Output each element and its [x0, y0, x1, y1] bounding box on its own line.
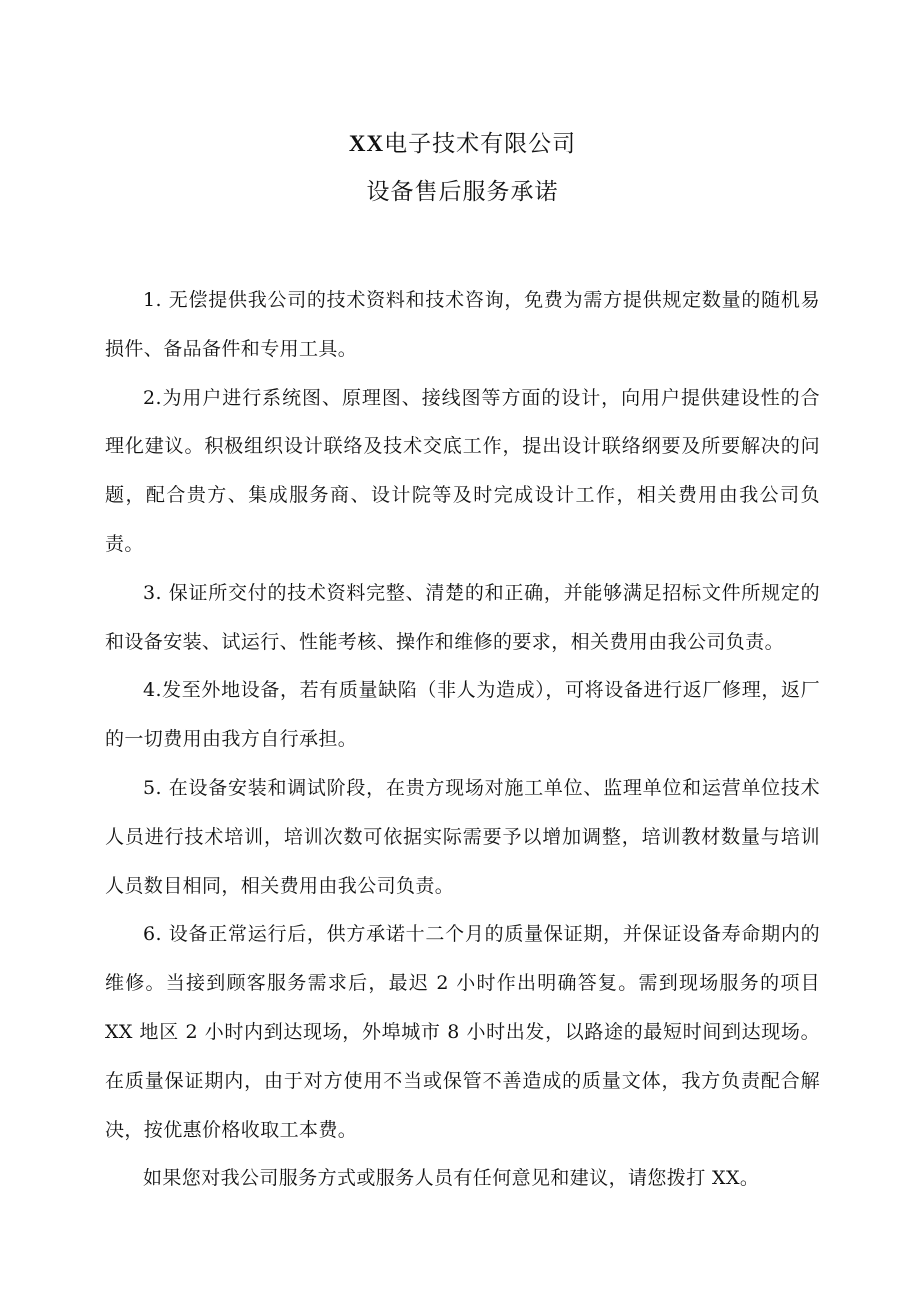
- document-body: [105, 276, 820, 1203]
- company-title: [105, 120, 820, 168]
- paragraph-1: 1. 无偿提供我公司的技术资料和技术咨询，免费为需方提供规定数量的随机易损件、备品备件和专用工具。: [105, 289, 820, 360]
- title-block: [105, 120, 820, 216]
- paragraph-2: 2.为用户进行系统图、原理图、接线图等方面的设计，向用户提供建设性的合理化建议。积极组织设计联络及技术交底工作，提出设计联络纲要及所要解决的问题，配合贵方、集成服务商、设计院等及时完成设计工作，相关费用由我公司负责。: [105, 386, 820, 555]
- paragraph-4: 4.发至外地设备，若有质量缺陷（非人为造成），可将设备进行返厂修理，返厂的一切费用由我方自行承担。: [105, 679, 820, 751]
- company-title-prefix: XX: [348, 131, 385, 156]
- document-subtitle: 设备售后服务承诺: [366, 179, 559, 205]
- paragraph-3: 3. 保证所交付的技术资料完整、清楚的和正确，并能够满足招标文件所规定的和设备安装、试运行、性能考核、操作和维修的要求，相关费用由我公司负责。: [105, 581, 820, 653]
- closing-paragraph: 如果您对我公司服务方式或服务人员有任何意见和建议，请您拨打 XX。: [143, 1167, 760, 1190]
- paragraph-5: 5. 在设备安装和调试阶段，在贵方现场对施工单位、监理单位和运营单位技术人员进行技术培训，培训次数可依据实际需要予以增加调整，培训教材数量与培训人员数目相同，相关费用由我公司负责。: [105, 776, 820, 897]
- company-title-name: 电子技术有限公司: [384, 131, 577, 157]
- paragraph-6: 6. 设备正常运行后，供方承诺十二个月的质量保证期，并保证设备寿命期内的维修。当接到顾客服务需求后，最迟 2 小时作出明确答复。需到现场服务的项目 XX 地区 2 小时内到达现场，外埠城市 8 小时出发，以路途的最短时间到达现场。在质量保证期内，由于对方使用不当或保管不善造成的质量文体，我方负责配合解决，按优惠价格收取工本费。: [105, 923, 820, 1141]
